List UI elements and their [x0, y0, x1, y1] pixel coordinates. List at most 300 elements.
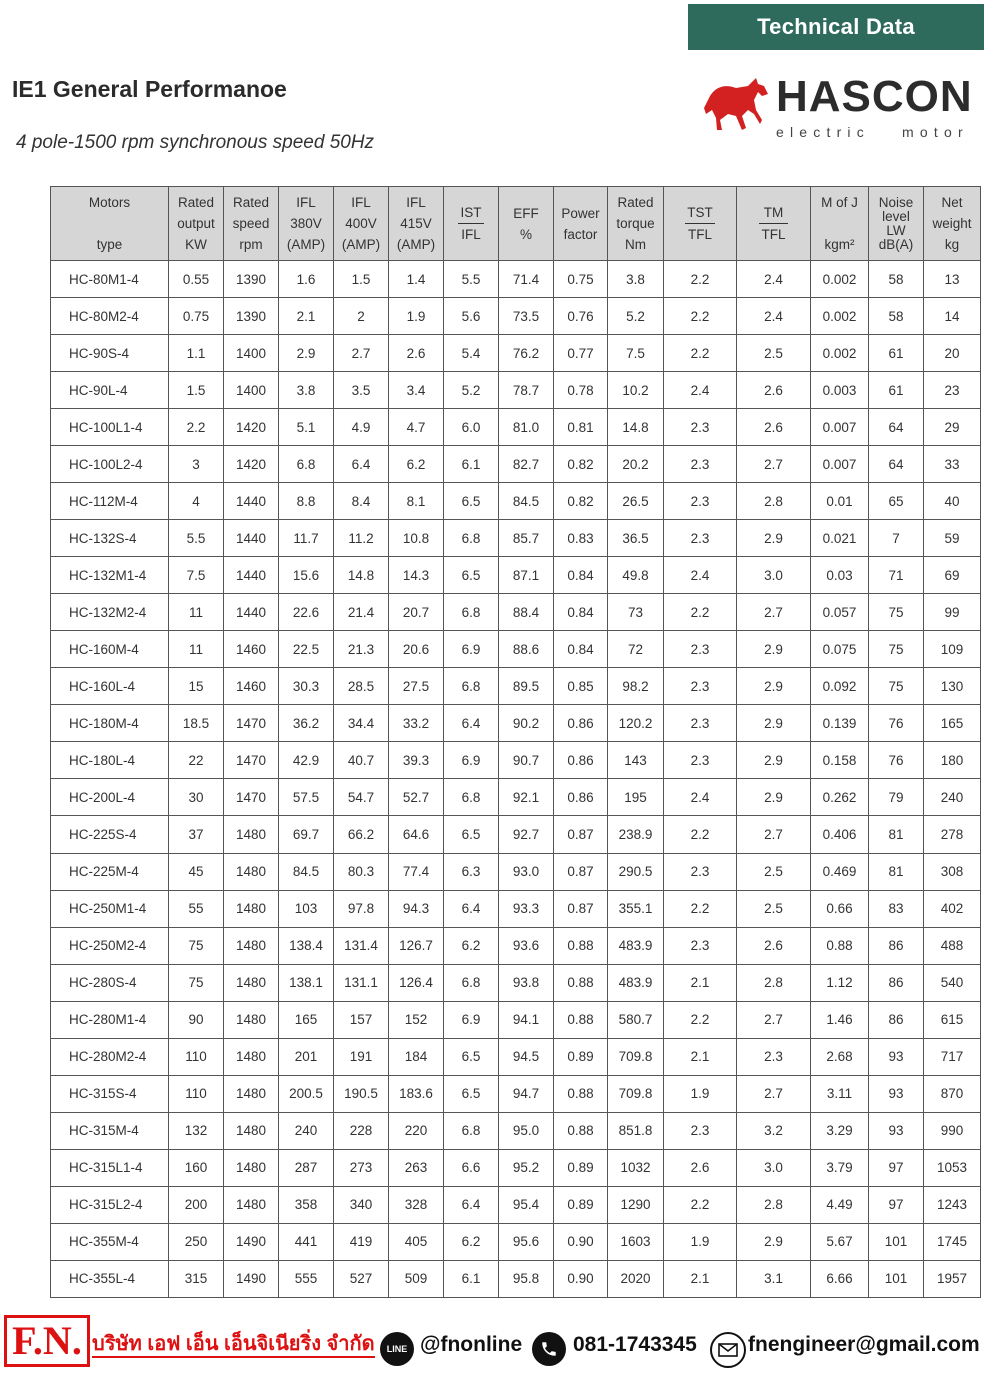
- phone-number[interactable]: 081-1743345: [573, 1333, 697, 1356]
- table-cell: 709.8: [608, 1038, 664, 1075]
- technical-data-banner: Technical Data: [688, 4, 984, 50]
- table-cell: 2.7: [737, 1075, 811, 1112]
- table-cell: 6.4: [444, 1186, 499, 1223]
- table-cell: 131.1: [334, 964, 389, 1001]
- motor-type-cell: HC-355M-4: [51, 1223, 169, 1260]
- table-cell: 358: [279, 1186, 334, 1223]
- table-cell: 103: [279, 890, 334, 927]
- table-cell: 61: [869, 335, 924, 372]
- table-cell: 3.11: [811, 1075, 869, 1112]
- table-cell: 29: [924, 409, 981, 446]
- table-cell: 94.1: [499, 1001, 554, 1038]
- table-cell: 1420: [224, 446, 279, 483]
- table-cell: 1470: [224, 742, 279, 779]
- table-cell: 190.5: [334, 1075, 389, 1112]
- table-cell: 287: [279, 1149, 334, 1186]
- table-cell: 1480: [224, 1075, 279, 1112]
- table-cell: 109: [924, 631, 981, 668]
- table-row: [51, 1112, 981, 1149]
- table-cell: 2.2: [664, 1001, 737, 1038]
- table-cell: 2.3: [664, 483, 737, 520]
- horse-icon: [702, 74, 774, 134]
- table-cell: 3.1: [737, 1260, 811, 1297]
- table-cell: 2.9: [737, 631, 811, 668]
- table-row: [51, 261, 981, 298]
- table-cell: 2.3: [664, 1112, 737, 1149]
- table-cell: 1480: [224, 1186, 279, 1223]
- table-cell: 2.2: [664, 594, 737, 631]
- table-cell: 55: [169, 890, 224, 927]
- table-cell: 0.75: [169, 298, 224, 335]
- table-cell: 3.8: [608, 261, 664, 298]
- table-cell: 2.3: [664, 409, 737, 446]
- table-cell: 2.3: [664, 742, 737, 779]
- table-cell: 0.85: [554, 668, 608, 705]
- table-cell: 64: [869, 409, 924, 446]
- table-cell: 2.7: [737, 446, 811, 483]
- table-cell: 1480: [224, 1149, 279, 1186]
- table-cell: 79: [869, 779, 924, 816]
- table-cell: 6.8: [279, 446, 334, 483]
- table-cell: 58: [869, 298, 924, 335]
- table-cell: 1440: [224, 557, 279, 594]
- table-cell: 2.5: [737, 853, 811, 890]
- table-cell: 7.5: [169, 557, 224, 594]
- table-cell: 93.8: [499, 964, 554, 1001]
- table-cell: 90: [169, 1001, 224, 1038]
- header-ifl-380v: IFL 380V (AMP): [279, 187, 334, 261]
- table-cell: 2.7: [334, 335, 389, 372]
- table-cell: 157: [334, 1001, 389, 1038]
- table-cell: 0.84: [554, 631, 608, 668]
- hascon-logo: [700, 70, 985, 145]
- table-cell: 2.6: [664, 1149, 737, 1186]
- table-cell: 0.89: [554, 1038, 608, 1075]
- table-cell: 90.7: [499, 742, 554, 779]
- table-cell: 0.002: [811, 335, 869, 372]
- table-cell: 0.88: [554, 964, 608, 1001]
- table-cell: 6.5: [444, 483, 499, 520]
- table-cell: 0.87: [554, 890, 608, 927]
- table-row: [51, 1186, 981, 1223]
- header-rated-torque: Rated torque Nm: [608, 187, 664, 261]
- table-cell: 1745: [924, 1223, 981, 1260]
- table-cell: 88.4: [499, 594, 554, 631]
- table-cell: 8.8: [279, 483, 334, 520]
- table-cell: 6.8: [444, 594, 499, 631]
- table-cell: 2.2: [169, 409, 224, 446]
- motor-type-cell: HC-80M2-4: [51, 298, 169, 335]
- table-row: [51, 631, 981, 668]
- table-cell: 14.8: [608, 409, 664, 446]
- table-body: [51, 261, 981, 1298]
- table-row: [51, 520, 981, 557]
- table-cell: 3.0: [737, 1149, 811, 1186]
- table-cell: 2.9: [737, 1223, 811, 1260]
- performance-table: [50, 186, 981, 1298]
- header-tst-tfl: $\frac{\text{TST}}{\text{TFL}}$: [664, 187, 737, 261]
- table-cell: 0.158: [811, 742, 869, 779]
- table-cell: 2.6: [737, 927, 811, 964]
- table-cell: 3: [169, 446, 224, 483]
- table-cell: 2.4: [737, 298, 811, 335]
- table-cell: 72: [608, 631, 664, 668]
- table-cell: 1032: [608, 1149, 664, 1186]
- line-id[interactable]: @fnonline: [420, 1333, 523, 1356]
- table-cell: 0.81: [554, 409, 608, 446]
- table-cell: 5.2: [444, 372, 499, 409]
- table-cell: 2.6: [737, 409, 811, 446]
- table-cell: 419: [334, 1223, 389, 1260]
- table-cell: 92.7: [499, 816, 554, 853]
- table-cell: 93: [869, 1075, 924, 1112]
- table-cell: 84.5: [279, 853, 334, 890]
- table-cell: 0.262: [811, 779, 869, 816]
- table-cell: 110: [169, 1038, 224, 1075]
- table-row: [51, 890, 981, 927]
- table-cell: 75: [169, 964, 224, 1001]
- table-cell: 49.8: [608, 557, 664, 594]
- table-cell: 3.5: [334, 372, 389, 409]
- table-cell: 61: [869, 372, 924, 409]
- table-cell: 6.5: [444, 557, 499, 594]
- table-cell: 263: [389, 1149, 444, 1186]
- table-cell: 3.4: [389, 372, 444, 409]
- table-cell: 6.1: [444, 446, 499, 483]
- table-cell: 5.5: [169, 520, 224, 557]
- table-cell: 18.5: [169, 705, 224, 742]
- table-cell: 340: [334, 1186, 389, 1223]
- motor-type-cell: HC-90L-4: [51, 372, 169, 409]
- table-cell: 77.4: [389, 853, 444, 890]
- table-cell: 36.2: [279, 705, 334, 742]
- table-cell: 20.2: [608, 446, 664, 483]
- table-cell: 0.092: [811, 668, 869, 705]
- table-cell: 0.90: [554, 1223, 608, 1260]
- table-cell: 1440: [224, 520, 279, 557]
- table-cell: 2.3: [664, 631, 737, 668]
- table-cell: 78.7: [499, 372, 554, 409]
- motor-type-cell: HC-90S-4: [51, 335, 169, 372]
- table-cell: 5.5: [444, 261, 499, 298]
- table-cell: 0.88: [554, 1112, 608, 1149]
- table-cell: 2.6: [737, 372, 811, 409]
- table-cell: 34.4: [334, 705, 389, 742]
- table-cell: 0.87: [554, 816, 608, 853]
- table-cell: 4.7: [389, 409, 444, 446]
- table-cell: 94.7: [499, 1075, 554, 1112]
- motor-type-cell: HC-80M1-4: [51, 261, 169, 298]
- table-cell: 2.8: [737, 1186, 811, 1223]
- table-cell: 11.2: [334, 520, 389, 557]
- table-cell: 5.67: [811, 1223, 869, 1260]
- table-cell: 81: [869, 816, 924, 853]
- table-cell: 6.5: [444, 1075, 499, 1112]
- table-cell: 80.3: [334, 853, 389, 890]
- table-cell: 2020: [608, 1260, 664, 1297]
- table-cell: 0.89: [554, 1149, 608, 1186]
- company-name: บริษัท เอฟ เอ็น เอ็นจิเนียริ่ง จำกัด: [92, 1332, 375, 1358]
- table-cell: 7: [869, 520, 924, 557]
- table-cell: 84.5: [499, 483, 554, 520]
- table-cell: 83: [869, 890, 924, 927]
- table-cell: 6.9: [444, 742, 499, 779]
- table-row: [51, 816, 981, 853]
- header-rated-speed: Rated speed rpm: [224, 187, 279, 261]
- table-cell: 0.66: [811, 890, 869, 927]
- table-cell: 52.7: [389, 779, 444, 816]
- table-cell: 97: [869, 1149, 924, 1186]
- table-cell: 1420: [224, 409, 279, 446]
- table-cell: 1480: [224, 964, 279, 1001]
- table-cell: 5.2: [608, 298, 664, 335]
- table-cell: 22.5: [279, 631, 334, 668]
- table-cell: 6.2: [389, 446, 444, 483]
- table-cell: 240: [279, 1112, 334, 1149]
- table-cell: 152: [389, 1001, 444, 1038]
- table-cell: 580.7: [608, 1001, 664, 1038]
- table-cell: 2.1: [279, 298, 334, 335]
- table-cell: 0.84: [554, 594, 608, 631]
- table-cell: 1390: [224, 298, 279, 335]
- motor-type-cell: HC-132M1-4: [51, 557, 169, 594]
- email-address[interactable]: fnengineer@gmail.com: [748, 1333, 980, 1356]
- table-cell: 2.7: [737, 1001, 811, 1038]
- table-cell: 2.3: [664, 853, 737, 890]
- table-cell: 76: [869, 705, 924, 742]
- table-cell: 64: [869, 446, 924, 483]
- table-cell: 3.2: [737, 1112, 811, 1149]
- table-cell: 3.29: [811, 1112, 869, 1149]
- table-cell: 238.9: [608, 816, 664, 853]
- table-cell: 94.3: [389, 890, 444, 927]
- table-cell: 30.3: [279, 668, 334, 705]
- table-cell: 2.3: [664, 927, 737, 964]
- table-cell: 1470: [224, 705, 279, 742]
- header-ist-ifl: $\frac{\text{IST}}{\text{IFL}}$: [444, 187, 499, 261]
- table-cell: 328: [389, 1186, 444, 1223]
- table-cell: 6.4: [444, 705, 499, 742]
- motor-type-cell: HC-315S-4: [51, 1075, 169, 1112]
- footer: [0, 1312, 1000, 1375]
- table-cell: 1480: [224, 1112, 279, 1149]
- table-cell: 33.2: [389, 705, 444, 742]
- table-cell: 75: [869, 668, 924, 705]
- table-cell: 10.2: [608, 372, 664, 409]
- table-cell: 88.6: [499, 631, 554, 668]
- table-cell: 39.3: [389, 742, 444, 779]
- table-cell: 2.9: [737, 742, 811, 779]
- table-cell: 2.3: [664, 705, 737, 742]
- motor-type-cell: HC-280S-4: [51, 964, 169, 1001]
- table-cell: 75: [869, 631, 924, 668]
- table-cell: 555: [279, 1260, 334, 1297]
- page-title: IE1 General Performanoe: [12, 76, 287, 102]
- table-cell: 1490: [224, 1260, 279, 1297]
- table-cell: 15.6: [279, 557, 334, 594]
- table-cell: 2.9: [737, 705, 811, 742]
- table-cell: 6.8: [444, 668, 499, 705]
- table-cell: 0.002: [811, 261, 869, 298]
- table-cell: 527: [334, 1260, 389, 1297]
- table-cell: 126.4: [389, 964, 444, 1001]
- table-cell: 86: [869, 927, 924, 964]
- table-row: [51, 1149, 981, 1186]
- table-cell: 75: [169, 927, 224, 964]
- header-power-factor: Power factor: [554, 187, 608, 261]
- table-cell: 1440: [224, 483, 279, 520]
- table-cell: 1.4: [389, 261, 444, 298]
- table-cell: 0.88: [554, 1001, 608, 1038]
- table-cell: 14.3: [389, 557, 444, 594]
- table-cell: 0.88: [554, 927, 608, 964]
- table-cell: 0.84: [554, 557, 608, 594]
- table-cell: 165: [279, 1001, 334, 1038]
- motor-type-cell: HC-225S-4: [51, 816, 169, 853]
- table-cell: 93.0: [499, 853, 554, 890]
- table-cell: 2.2: [664, 261, 737, 298]
- table-cell: 2.7: [737, 816, 811, 853]
- table-cell: 59: [924, 520, 981, 557]
- table-row: [51, 853, 981, 890]
- table-cell: 14.8: [334, 557, 389, 594]
- table-cell: 4.9: [334, 409, 389, 446]
- table-cell: 1470: [224, 779, 279, 816]
- table-cell: 76: [869, 742, 924, 779]
- table-cell: 2.3: [664, 668, 737, 705]
- table-cell: 0.01: [811, 483, 869, 520]
- table-cell: 160: [169, 1149, 224, 1186]
- table-cell: 1400: [224, 372, 279, 409]
- table-row: [51, 298, 981, 335]
- table-cell: 0.469: [811, 853, 869, 890]
- table-cell: 69.7: [279, 816, 334, 853]
- table-cell: 20: [924, 335, 981, 372]
- table-cell: 3.8: [279, 372, 334, 409]
- table-cell: 95.8: [499, 1260, 554, 1297]
- table-cell: 71: [869, 557, 924, 594]
- table-cell: 101: [869, 1260, 924, 1297]
- table-cell: 0.88: [811, 927, 869, 964]
- table-cell: 355.1: [608, 890, 664, 927]
- table-cell: 183.6: [389, 1075, 444, 1112]
- table-cell: 93.6: [499, 927, 554, 964]
- table-cell: 0.021: [811, 520, 869, 557]
- table-cell: 6.2: [444, 1223, 499, 1260]
- table-cell: 1480: [224, 1038, 279, 1075]
- table-cell: 220: [389, 1112, 444, 1149]
- table-cell: 5.1: [279, 409, 334, 446]
- table-cell: 990: [924, 1112, 981, 1149]
- table-cell: 0.76: [554, 298, 608, 335]
- table-cell: 1053: [924, 1149, 981, 1186]
- mail-icon: [710, 1332, 746, 1368]
- motor-type-cell: HC-112M-4: [51, 483, 169, 520]
- table-cell: 0.78: [554, 372, 608, 409]
- table-cell: 6.8: [444, 520, 499, 557]
- table-cell: 120.2: [608, 705, 664, 742]
- table-cell: 509: [389, 1260, 444, 1297]
- table-cell: 131.4: [334, 927, 389, 964]
- table-row: [51, 927, 981, 964]
- motor-type-cell: HC-132S-4: [51, 520, 169, 557]
- table-cell: 2.1: [664, 1260, 737, 1297]
- table-cell: 15: [169, 668, 224, 705]
- table-cell: 6.4: [334, 446, 389, 483]
- motor-type-cell: HC-132M2-4: [51, 594, 169, 631]
- table-cell: 1.12: [811, 964, 869, 1001]
- table-cell: 1.9: [664, 1223, 737, 1260]
- table-cell: 6.5: [444, 1038, 499, 1075]
- motor-type-cell: HC-250M2-4: [51, 927, 169, 964]
- motor-type-cell: HC-180L-4: [51, 742, 169, 779]
- table-cell: 2.5: [737, 335, 811, 372]
- table-cell: 1480: [224, 816, 279, 853]
- table-cell: 2: [334, 298, 389, 335]
- table-cell: 2.6: [389, 335, 444, 372]
- table-cell: 2.1: [664, 964, 737, 1001]
- table-cell: 1480: [224, 890, 279, 927]
- table-cell: 28.5: [334, 668, 389, 705]
- table-cell: 2.8: [737, 964, 811, 1001]
- table-cell: 0.90: [554, 1260, 608, 1297]
- table-cell: 6.8: [444, 964, 499, 1001]
- table-cell: 483.9: [608, 964, 664, 1001]
- table-cell: 97.8: [334, 890, 389, 927]
- table-cell: 1603: [608, 1223, 664, 1260]
- table-cell: 1243: [924, 1186, 981, 1223]
- logo-tagline: electric motor: [776, 124, 969, 140]
- motor-type-cell: HC-200L-4: [51, 779, 169, 816]
- table-cell: 0.82: [554, 446, 608, 483]
- table-cell: 6.1: [444, 1260, 499, 1297]
- table-cell: 30: [169, 779, 224, 816]
- fn-logo: F.N.: [4, 1315, 90, 1367]
- table-cell: 0.057: [811, 594, 869, 631]
- table-cell: 6.8: [444, 779, 499, 816]
- table-cell: 57.5: [279, 779, 334, 816]
- header-eff: EFF %: [499, 187, 554, 261]
- table-cell: 405: [389, 1223, 444, 1260]
- header-m-of-j: M of J kgm²: [811, 187, 869, 261]
- table-cell: 5.6: [444, 298, 499, 335]
- table-cell: 2.68: [811, 1038, 869, 1075]
- line-icon: LINE: [380, 1332, 414, 1366]
- table-cell: 81.0: [499, 409, 554, 446]
- table-cell: 36.5: [608, 520, 664, 557]
- table-cell: 95.2: [499, 1149, 554, 1186]
- table-cell: 6.5: [444, 816, 499, 853]
- table-row: [51, 335, 981, 372]
- table-cell: 93: [869, 1038, 924, 1075]
- table-cell: 6.9: [444, 1001, 499, 1038]
- header-ifl-415v: IFL 415V (AMP): [389, 187, 444, 261]
- table-cell: 10.8: [389, 520, 444, 557]
- table-cell: 8.4: [334, 483, 389, 520]
- table-cell: 23: [924, 372, 981, 409]
- table-cell: 14: [924, 298, 981, 335]
- table-cell: 66.2: [334, 816, 389, 853]
- table-cell: 6.66: [811, 1260, 869, 1297]
- table-cell: 1.6: [279, 261, 334, 298]
- table-cell: 184: [389, 1038, 444, 1075]
- table-cell: 2.3: [664, 446, 737, 483]
- table-cell: 1.5: [334, 261, 389, 298]
- table-cell: 126.7: [389, 927, 444, 964]
- table-cell: 87.1: [499, 557, 554, 594]
- table-cell: 73: [608, 594, 664, 631]
- table-cell: 3.79: [811, 1149, 869, 1186]
